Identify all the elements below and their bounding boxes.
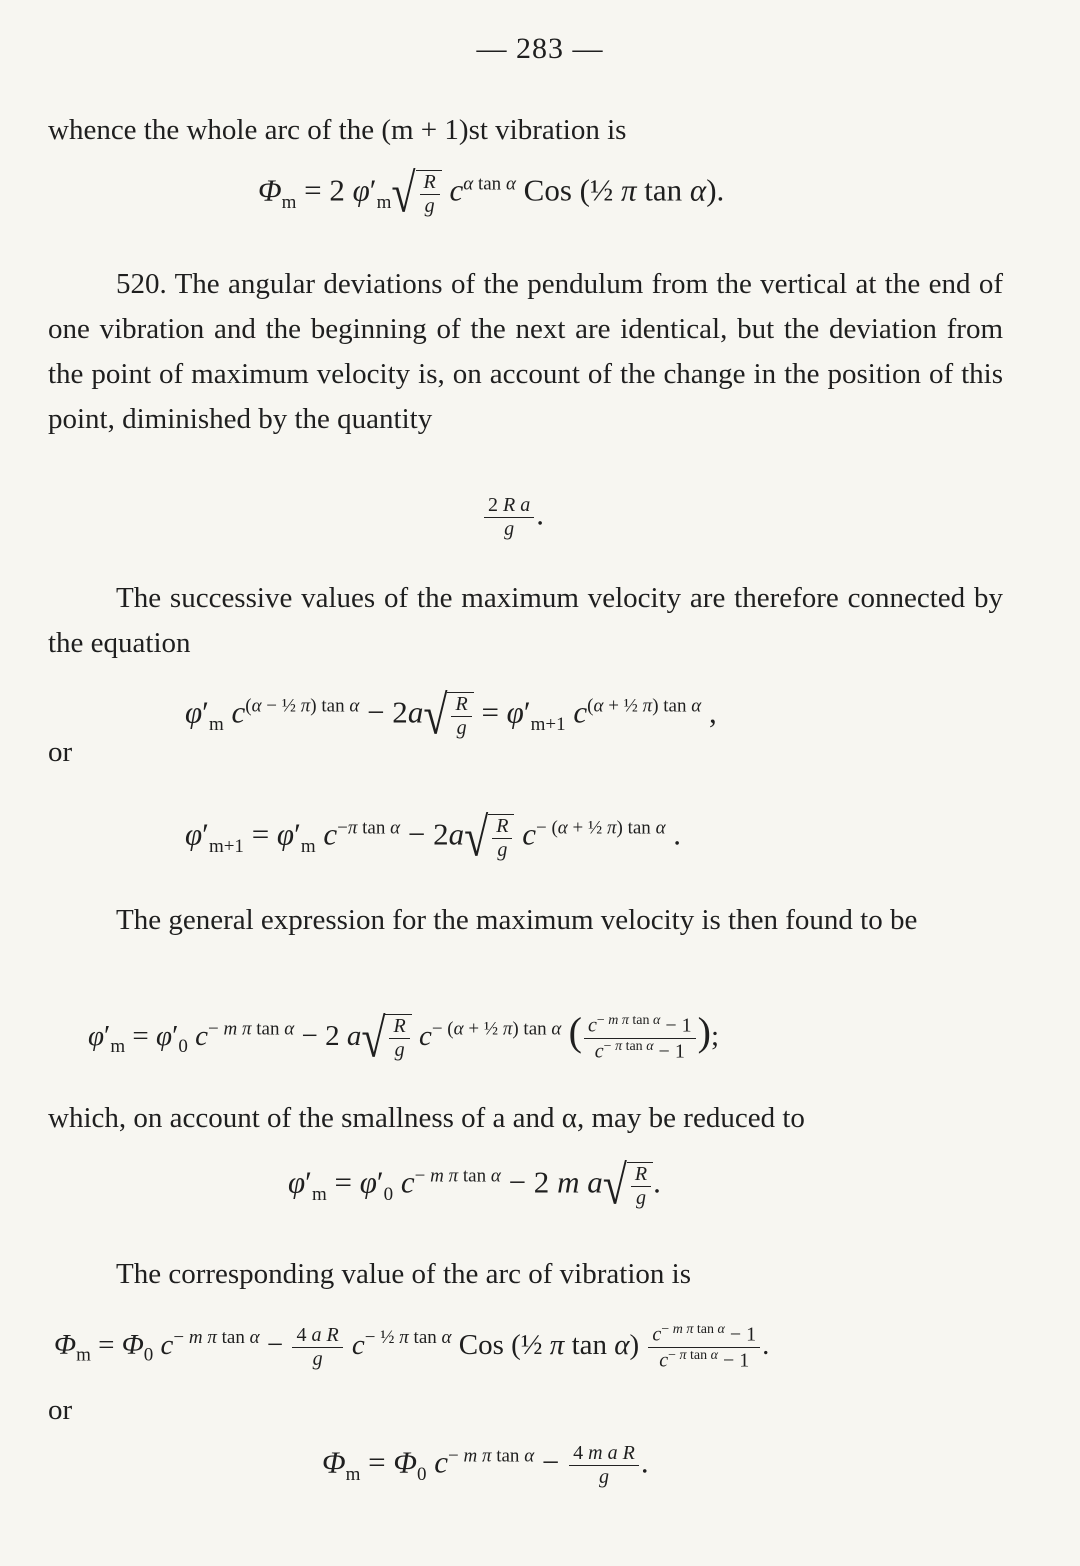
equation-reduced-velocity: $\varphi'_m = \varphi'_0$ $c^{- m \pi tan \alpha} - 2$ m a√ $\frac{R}{g}$ . bbox=[288, 1154, 661, 1217]
equation-velocity-recurrence: $\varphi'_m$ $c^{(\alpha - \frac{1}{2} \pi) tan \alpha} - 2a√$ $\frac{R}{g}$ = $\varphi'_{m+1}$ $c^{(\alpha + \frac{1}{2} \pi) tan \alpha}$ , bbox=[185, 684, 717, 747]
paragraph-whence: whence the whole arc of the (m + 1)st vibration is bbox=[48, 114, 627, 146]
paragraph-corresponding: The corresponding value of the arc of vibration is bbox=[116, 1258, 691, 1290]
paragraph-which: which, on account of the smallness of a and α, may be reduced to bbox=[48, 1102, 805, 1134]
equation-arc-m: $\Phi_m = 2$ $\varphi'_m√$ $\frac{R}{g}$ $c^{\alpha tan \alpha}$ Cos (½ π tan α). bbox=[258, 162, 725, 225]
paragraph-successive: The successive values of the maximum velocity are therefore connected by the equation bbox=[48, 582, 1003, 659]
equation-quantity: $\frac{\text{2 R a}}{g}$ . bbox=[482, 494, 544, 541]
conjunction-or: or bbox=[48, 736, 73, 768]
equation-velocity-next: $\varphi'_{m+1} = \varphi'_m$ $c^{-\pi tan \alpha} - 2a√$ $\frac{R}{g}$ $c^{- (\alpha + \frac{1}{2} \pi) tan \alpha}$ . bbox=[185, 806, 682, 869]
equation-arc-reduced: $\Phi_m = \Phi_0$ $c^{- m \pi tan \alpha}$ − $\frac{\text{4 m a R}}{g}$ . bbox=[322, 1442, 649, 1488]
equation-general-velocity: $\varphi'_m = \varphi'_0$ $c^{- m \pi tan \alpha} - 2$ a√ $\frac{R}{g}$ $c^{- (\alpha + \frac{1}{2} \pi) tan \alpha}$ ( $\frac{c^{- m \pi tan \alpha} - 1}{c^{- \pi tan \alpha} - 1}$ ); bbox=[88, 1007, 720, 1069]
conjunction-or: or bbox=[48, 1394, 73, 1426]
paragraph-general: The general expression for the maximum velocity is then found to be bbox=[116, 904, 918, 936]
equation-arc-general: $\Phi_m = \Phi_0$ $c^{- m \pi tan \alpha}$ − $\frac{\text{4 a R}}{g}$ $c^{- \frac{1}{2} \pi tan \alpha}$ Cos (½ π tan α) $\frac{c^{- m \pi tan \alpha} - 1}{c^{- \pi tan \alpha} - 1}$ . bbox=[54, 1322, 770, 1372]
page-number: — 283 — bbox=[476, 32, 604, 65]
paragraph-520: 520. The angular deviations of the pendulum from the vertical at the end of one vibration and the beginning of the next are identical, but the deviation from the point of maximum velocity is, on account of the change in the position of this point, diminished by the quantity bbox=[48, 268, 1003, 435]
